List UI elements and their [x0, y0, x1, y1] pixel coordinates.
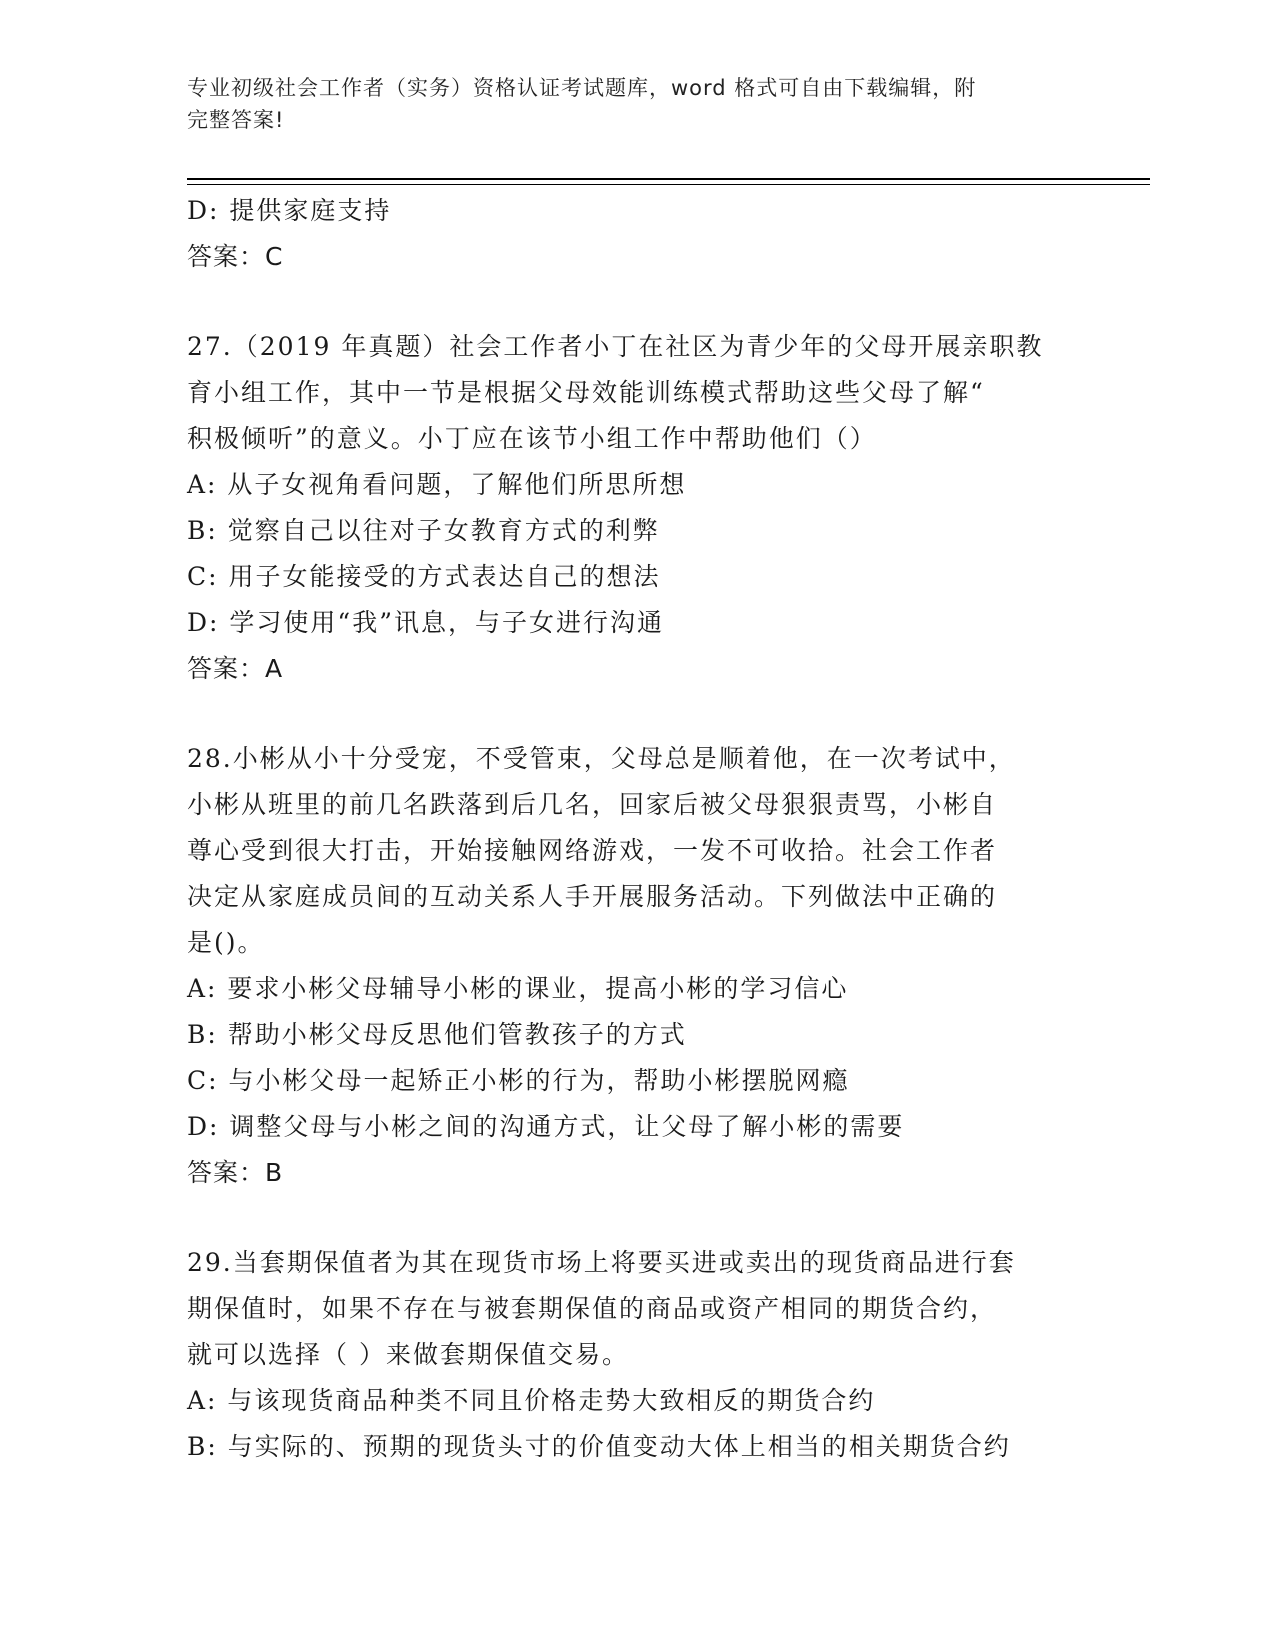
question-28: [187, 736, 1087, 1196]
question-line: 积极倾听”的意义。小丁应在该节小组工作中帮助他们（）: [187, 424, 877, 453]
option-d: D: 学习使用“我”讯息，与子女进行沟通: [187, 608, 664, 637]
question-29: [187, 1240, 1087, 1470]
option-a: A: 与该现货商品种类不同且价格走势大致相反的期货合约: [187, 1386, 876, 1415]
question-text: [187, 1240, 1087, 1378]
question-text: [187, 324, 1087, 462]
question-line: 27.（2019 年真题）社会工作者小丁在社区为青少年的父母开展亲职教: [187, 332, 1044, 361]
option-b: B: 觉察自己以往对子女教育方式的利弊: [187, 516, 660, 545]
option-b: B: 与实际的、预期的现货头寸的价值变动大体上相当的相关期货合约: [187, 1432, 1011, 1461]
header-divider-thin: [187, 184, 1150, 185]
option-d: D: 提供家庭支持: [187, 196, 392, 225]
option-b: B: 帮助小彬父母反思他们管教孩子的方式: [187, 1020, 687, 1049]
document-body: [187, 188, 1087, 1470]
question-line: 尊心受到很大打击，开始接触网络游戏，一发不可收拾。社会工作者: [187, 836, 998, 865]
header-line-1: 专业初级社会工作者（实务）资格认证考试题库，word 格式可自由下载编辑，附: [187, 76, 977, 100]
question-line: 是()。: [187, 928, 265, 957]
answer: 答案：A: [187, 654, 284, 683]
answer: 答案：B: [187, 1158, 284, 1187]
option-d: D: 调整父母与小彬之间的沟通方式，让父母了解小彬的需要: [187, 1112, 905, 1141]
spacer: [187, 1196, 1087, 1240]
page-header: [187, 72, 1067, 136]
option-c: C: 与小彬父母一起矫正小彬的行为，帮助小彬摆脱网瘾: [187, 1066, 850, 1095]
question-line: 期保值时，如果不存在与被套期保值的商品或资产相同的期货合约，: [187, 1294, 998, 1323]
option-a: A: 从子女视角看问题，了解他们所思所想: [187, 470, 687, 499]
question-27: [187, 324, 1087, 692]
prev-question-tail: [187, 188, 1087, 280]
option-c: C: 用子女能接受的方式表达自己的想法: [187, 562, 661, 591]
question-line: 决定从家庭成员间的互动关系人手开展服务活动。下列做法中正确的: [187, 882, 998, 911]
spacer: [187, 692, 1087, 736]
question-line: 28.小彬从小十分受宠，不受管束，父母总是顺着他，在一次考试中，: [187, 744, 1016, 773]
header-line-2: 完整答案!: [187, 108, 285, 132]
header-divider: [187, 178, 1150, 180]
question-text: [187, 736, 1087, 966]
question-line: 小彬从班里的前几名跌落到后几名，回家后被父母狠狠责骂，小彬自: [187, 790, 998, 819]
question-line: 29.当套期保值者为其在现货市场上将要买进或卖出的现货商品进行套: [187, 1248, 1016, 1277]
question-line: 育小组工作，其中一节是根据父母效能训练模式帮助这些父母了解“: [187, 378, 985, 407]
question-line: 就可以选择（ ）来做套期保值交易。: [187, 1340, 629, 1369]
spacer: [187, 280, 1087, 324]
answer: 答案：C: [187, 242, 284, 271]
option-a: A: 要求小彬父母辅导小彬的课业，提高小彬的学习信心: [187, 974, 849, 1003]
